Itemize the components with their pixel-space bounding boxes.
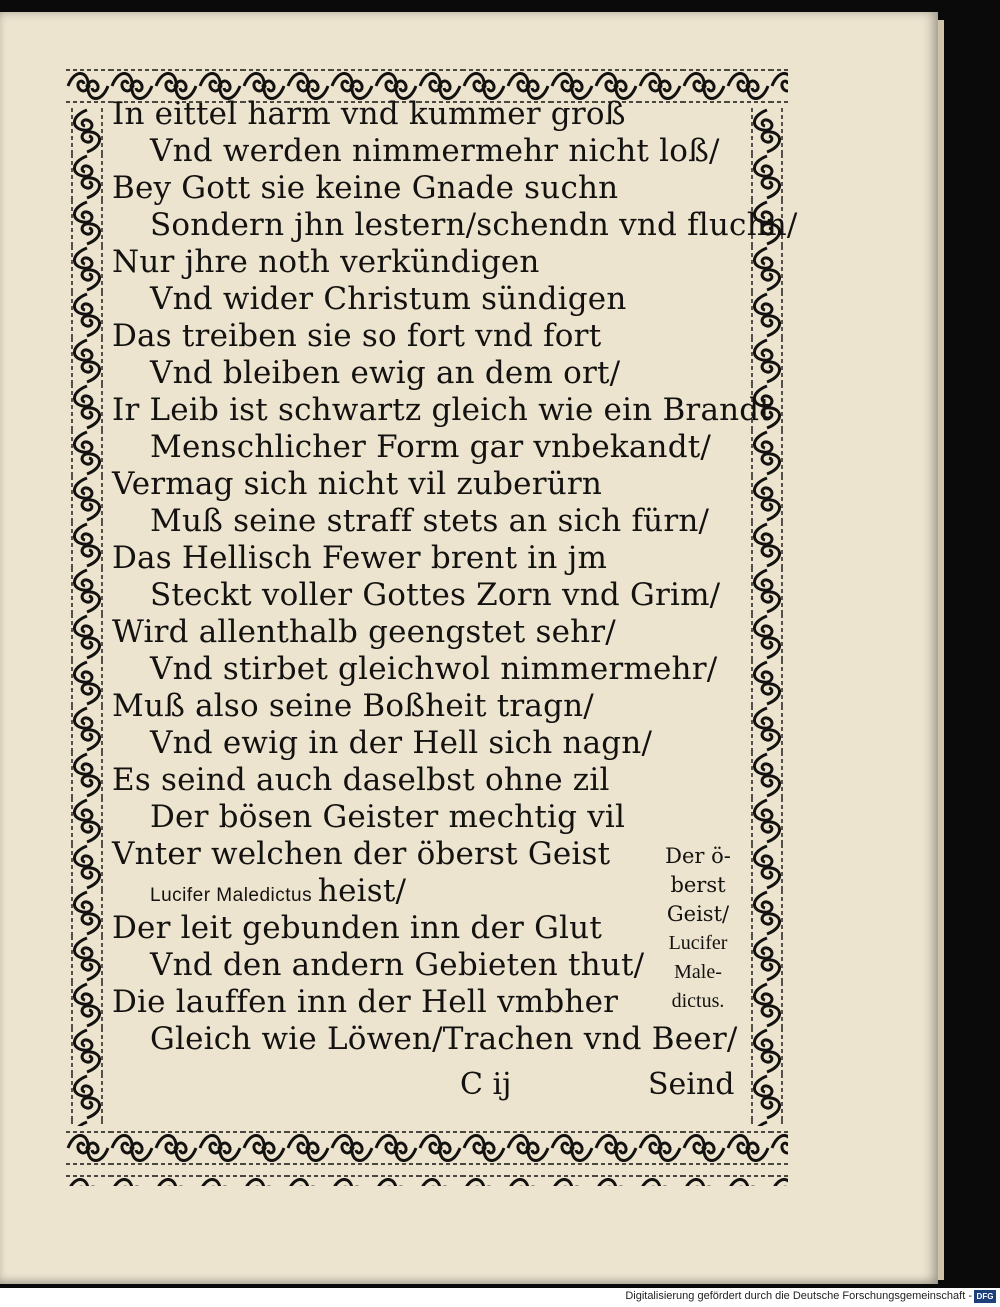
verse-line: Die lauffen inn der Hell vmbher bbox=[112, 984, 619, 1020]
ornament-left-svg bbox=[66, 108, 106, 1126]
verse-line: Vnd wider Christum sündigen bbox=[150, 281, 627, 317]
verse-line: Sondern jhn lestern/schendn vnd fluchn/ bbox=[150, 207, 798, 243]
ornament-bottom-svg bbox=[66, 1126, 788, 1186]
page-edge bbox=[938, 20, 944, 1280]
ornament-border-right bbox=[746, 108, 788, 1126]
verse-line: In eittel harm vnd kummer groß bbox=[112, 96, 626, 132]
verse-line: Vnd den andern Gebieten thut/ bbox=[150, 947, 645, 983]
ornament-right-svg bbox=[746, 108, 788, 1126]
marginal-line: Lucifer bbox=[668, 932, 728, 954]
verse-line: Der bösen Geister mechtig vil bbox=[150, 799, 626, 835]
verse-line: Der leit gebunden inn der Glut bbox=[112, 910, 602, 946]
latin-name-lucifer: Lucifer Maledictus bbox=[150, 885, 318, 906]
verse-line-tail: heist/ bbox=[317, 873, 407, 909]
verse-line: Wird allenthalb geengstet sehr/ bbox=[112, 614, 616, 650]
verse-line: Muß also seine Boßheit tragn/ bbox=[112, 688, 594, 724]
verse-line: Es seind auch daselbst ohne zil bbox=[112, 762, 610, 798]
marginal-line: Der ö- bbox=[665, 844, 731, 868]
signature-mark: C ij bbox=[460, 1067, 512, 1102]
verse-line: Das Hellisch Fewer brent in jm bbox=[112, 540, 608, 576]
dfg-logo: DFG bbox=[974, 1290, 996, 1303]
verse-line: Vermag sich nicht vil zuberürn bbox=[112, 466, 603, 502]
verse-line: Vnd ewig in der Hell sich nagn/ bbox=[150, 725, 653, 761]
verse-line: Bey Gott sie keine Gnade suchn bbox=[112, 170, 619, 206]
verse-line: Vnd stirbet gleichwol nimmermehr/ bbox=[150, 651, 718, 687]
verse-line: Das treiben sie so fort vnd fort bbox=[112, 318, 602, 354]
marginal-line: berst bbox=[670, 873, 726, 897]
verse-line: Vnter welchen der öberst Geist bbox=[112, 836, 611, 872]
footer-credit: Digitalisierung gefördert durch die Deutsche Forschungsgemeinschaft - bbox=[625, 1290, 972, 1302]
verse-line: Menschlicher Form gar vnbekandt/ bbox=[150, 429, 712, 465]
verse-line: Ir Leib ist schwartz gleich wie ein Brandt bbox=[112, 392, 772, 428]
verse-line: Vnd werden nimmermehr nicht loß/ bbox=[150, 133, 720, 169]
ornament-border-left bbox=[66, 108, 106, 1126]
marginal-note bbox=[648, 842, 748, 1016]
verse-line: Vnd bleiben ewig an dem ort/ bbox=[150, 355, 621, 391]
verse-line-with-latin bbox=[150, 873, 406, 909]
catchword: Seind bbox=[648, 1067, 735, 1102]
marginal-line: Geist/ bbox=[666, 902, 730, 926]
verse-line: Nur jhre noth verkündigen bbox=[112, 244, 540, 280]
footer-bar bbox=[0, 1288, 1000, 1307]
verse-line: Muß seine straff stets an sich fürn/ bbox=[150, 503, 710, 539]
verse-line: Gleich wie Löwen/Trachen vnd Beer/ bbox=[150, 1021, 738, 1057]
marginal-line: Male- bbox=[674, 961, 722, 983]
ornament-border-bottom bbox=[66, 1126, 788, 1186]
verse-line: Steckt voller Gottes Zorn vnd Grim/ bbox=[150, 577, 721, 613]
marginal-line: dictus. bbox=[671, 990, 725, 1012]
